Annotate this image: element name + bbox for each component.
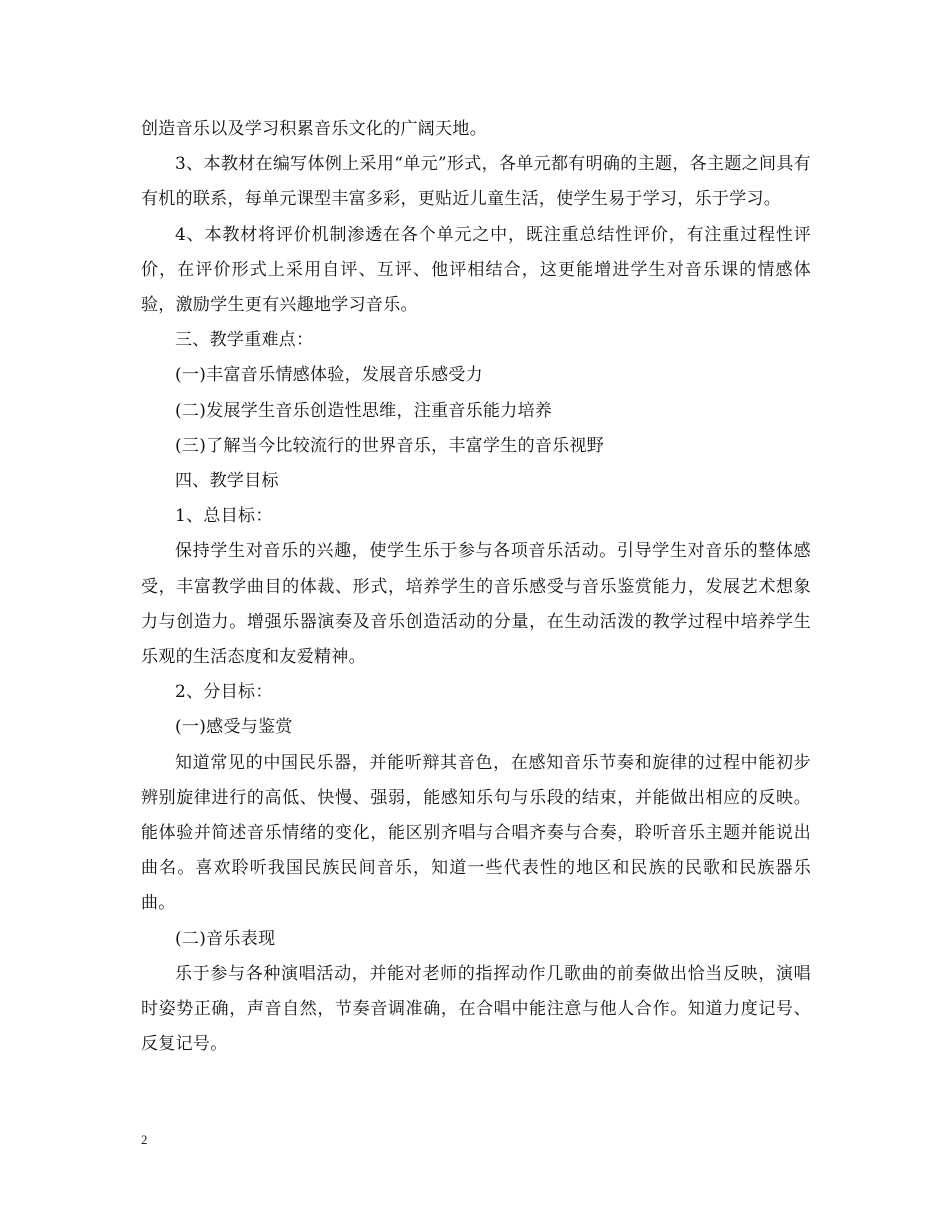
paragraph-performance: 乐于参与各种演唱活动，并能对老师的指挥动作几歌曲的前奏做出恰当反映，演唱时姿势正确，声音自然，节奏音调准确，在合唱中能注意与他人合作。知道力度记号、反复记号。 [141,963,811,1055]
section-heading-key-points: 三、教学重难点： [175,330,314,351]
subheading-overall-goal: 1、总目标： [175,506,273,527]
list-item-point-1: (一)丰富音乐情感体验，发展音乐感受力 [175,365,483,386]
paragraph-overall-goal: 保持学生对音乐的兴趣，使学生乐于参与各项音乐活动。引导学生对音乐的整体感受，丰富教学曲目的体裁、形式，培养学生的音乐感受与音乐鉴赏能力，发展艺术想象力与创造力。增强乐器演奏及音乐创造活动的分量，在生动活泼的教学过程中培养学生乐观的生活态度和友爱精神。 [141,541,811,668]
subheading-perception: (一)感受与鉴赏 [175,717,293,738]
paragraph-perception: 知道常见的中国民乐器，并能听辩其音色，在感知音乐节奏和旋律的过程中能初步辨别旋律进行的高低、快慢、强弱，能感知乐句与乐段的结束，并能做出相应的反映。能体验并简述音乐情绪的变化，能区别齐唱与合唱齐奏与合奏，聆听音乐主题并能说出曲名。喜欢聆听我国民族民间音乐，知道一些代表性的地区和民族的民歌和民族器乐曲。 [141,752,811,914]
list-item-point-3: (三)了解当今比较流行的世界音乐，丰富学生的音乐视野 [175,435,605,456]
page-number: 2 [141,1132,148,1147]
subheading-sub-goals: 2、分目标： [175,682,273,703]
subheading-performance: (二)音乐表现 [175,928,276,949]
paragraph-item-4: 4、本教材将评价机制渗透在各个单元之中，既注重总结性评价，有注重过程性评价，在评价形式上采用自评、互评、他评相结合，这更能增进学生对音乐课的情感体验，激励学生更有兴趣地学习音乐。 [141,224,811,316]
paragraph-item-3: 3、本教材在编写体例上采用“单元”形式，各单元都有明确的主题，各主题之间具有有机的联系，每单元课型丰富多彩，更贴近儿童生活，使学生易于学习，乐于学习。 [141,154,811,210]
list-item-point-2: (二)发展学生音乐创造性思维，注重音乐能力培养 [175,400,553,421]
paragraph-continuation: 创造音乐以及学习积累音乐文化的广阔天地。 [141,119,487,139]
document-body [141,112,811,1062]
section-heading-goals: 四、教学目标 [175,471,279,492]
